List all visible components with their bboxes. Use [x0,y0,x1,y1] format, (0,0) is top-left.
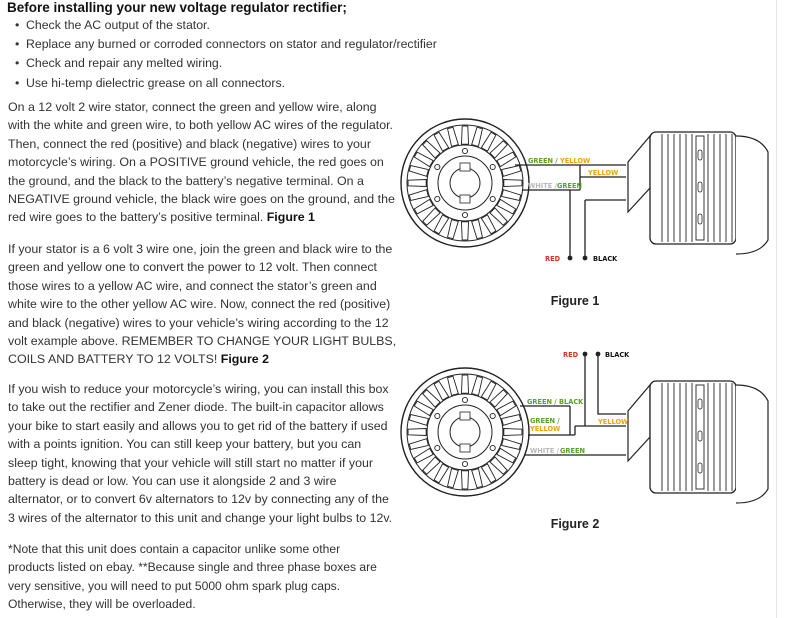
paragraph-line: volt example above. REMEMBER TO CHANGE YOUR LIGHT BULBS, [8,334,397,349]
paragraph-line: to take out the rectifier and Zener diode. The built-in capacitor allows [8,400,384,415]
footnote-line: Otherwise, they will be overloaded. [8,597,196,612]
paragraph-line: with a points ignition. You can still keep your battery, but you can [8,437,362,452]
paragraph-line: white wire to the other yellow AC wire. Now, connect the red (positive) [8,297,391,312]
wire-label: YELLOW [530,425,561,433]
wire-label: GREEN / [530,417,560,425]
figure-2-reference: Figure 2 [220,352,269,367]
footnote-line: *Note that this unit does contain a capacitor unlike some other [8,542,341,556]
wire-label: WHITE / [530,447,559,455]
figure-2-caption: Figure 2 [550,517,600,531]
paragraph-line: with the white and green wire, to both yellow AC wires of the regulator. [8,118,394,133]
wire-label: GREEN / [528,157,558,165]
figure-2-diagram [401,351,768,503]
paragraph-line: COILS AND BATTERY TO 12 VOLTS! [8,352,218,367]
paragraph-line: motorcycle’s wiring. On a POSITIVE ground vehicle, the red goes on [8,155,384,170]
figure-1-reference: Figure 1 [266,210,315,225]
wire-label: YELLOW [588,169,619,177]
paragraph-line: If your stator is a 6 volt 3 wire one, join the green and black wire to the [8,242,393,256]
paragraph-line: NEGATIVE ground vehicle, the black wire goes on the ground, and the [8,192,395,207]
wire-label: GREEN [560,447,586,455]
footnote-line: very sensitive, you will need to put 5000 ohm spark plug caps. [8,578,341,593]
wire-label: RED [563,351,579,359]
stator-icon [401,119,529,247]
checklist-item: • Check and repair any melted wiring. [8,54,437,73]
wire-label: GREEN / BLACK [527,398,584,406]
instructions-heading: Before installing your new voltage regulator rectifier; [7,0,347,15]
paragraph-line: sleep tight, knowing that your vehicle will still start no matter if your [8,455,373,470]
paragraph-line: alternator, or to convert 6v alternators to 12v by connecting any of the [8,492,389,507]
paragraph-line: red wire goes to the battery’s positive terminal. [8,210,264,225]
wire-label: RED [545,255,561,263]
paragraph-line: and black (negative) wires to your vehicle’s wiring according to the 12 [8,315,389,330]
figure-1-diagram [401,119,768,263]
paragraph-line: If you wish to reduce your motorcycle’s wiring, you can install this box [8,382,389,396]
checklist-item: • Use hi-temp dielectric grease on all connectors. [8,74,437,93]
stator-icon [401,368,529,496]
paragraph-line: battery is dead or low. You can use it alongside 2 and 3 wire [8,474,337,489]
footnote-line: products listed on ebay. **Because single and three phase boxes are [8,560,377,575]
regulator-rectifier-icon [628,381,768,503]
wire-label: BLACK [605,351,630,359]
paragraph-line: those wires to a yellow AC wire, and connect the stator’s green and [8,278,377,293]
checklist-item: • Check the AC output of the stator. [8,16,437,35]
regulator-rectifier-icon [628,132,768,254]
figure-1-caption: Figure 1 [550,294,600,308]
paragraph-line: 3 wires of the alternator to this unit and change your light bulbs to 12v. [8,510,393,525]
checklist-item: • Replace any burned or corroded connectors on stator and regulator/rectifier [8,35,437,54]
wire-label: YELLOW [598,418,629,426]
paragraph-line: Then, connect the red (positive) and black (negative) wires to your [8,136,371,151]
wire-label: BLACK [593,255,618,263]
wire-label: GREEN [557,182,583,190]
paragraph-line: green and yellow one to convert the power to 12 volt. Then connect [8,260,377,275]
wire-label: YELLOW [560,157,591,165]
wire-label: WHITE / [528,182,557,190]
paragraph-line: your bike to start easily and allows you to get rid of the battery if used [8,418,388,433]
paragraph-line: the ground, and the black to the battery’s negative terminal. On a [8,173,364,188]
paragraph-line: On a 12 volt 2 wire stator, connect the green and yellow wire, along [8,100,377,114]
